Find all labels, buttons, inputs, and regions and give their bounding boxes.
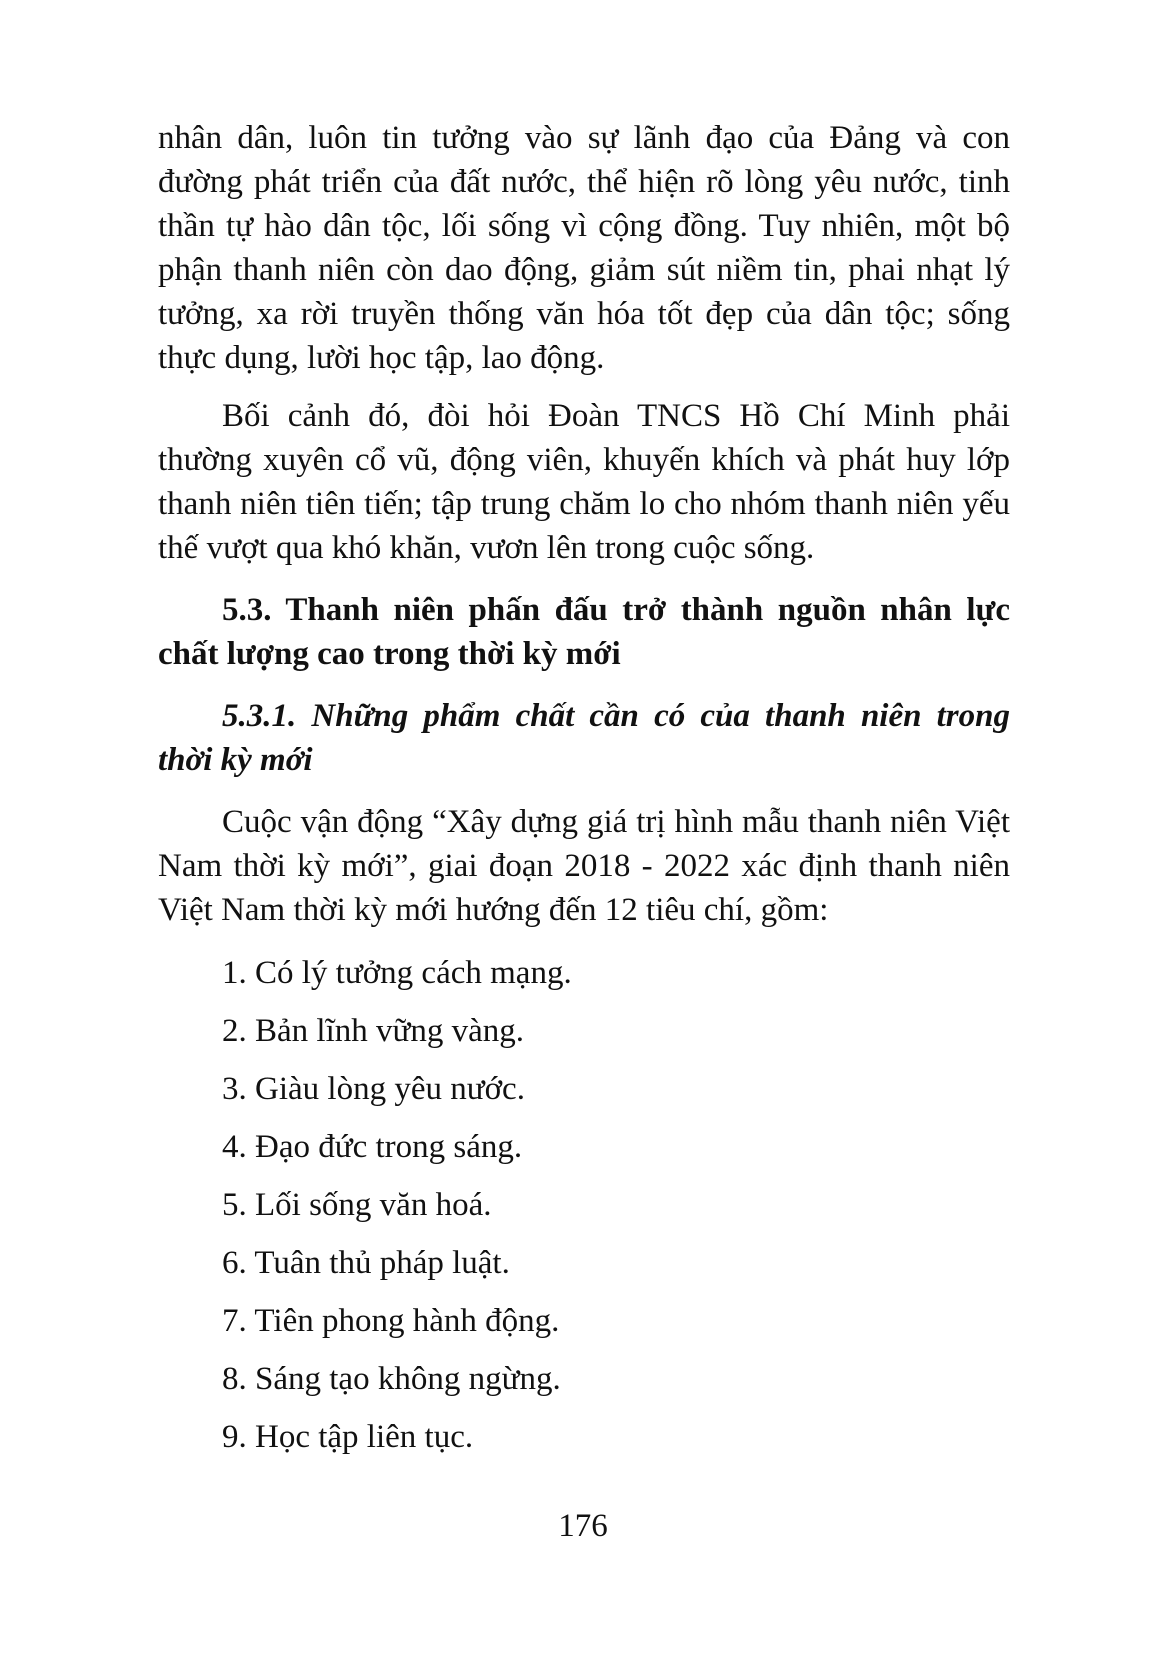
body-paragraph: nhân dân, luôn tin tưởng vào sự lãnh đạo của Đảng và con đường phát triển của đất nước, thể hiện rõ lòng yêu nước, tinh thần tự hào dân tộc, lối sống vì cộng đồng. Tuy nhiên, một bộ phận thanh niên còn dao động, giảm sút niềm tin, phai nhạt lý tưởng, xa rời truyền thống văn hóa tốt đẹp của dân tộc; sống thực dụng, lười học tập, lao động. bbox=[158, 120, 1010, 376]
list-item: 3. Giàu lòng yêu nước. bbox=[222, 1071, 525, 1107]
list-item: 4. Đạo đức trong sáng. bbox=[222, 1129, 523, 1165]
list-item: 8. Sáng tạo không ngừng. bbox=[222, 1361, 561, 1397]
list-item: 5. Lối sống văn hoá. bbox=[222, 1187, 492, 1223]
page-number: 176 bbox=[558, 1508, 608, 1544]
list-item: 7. Tiên phong hành động. bbox=[222, 1303, 560, 1339]
list-item: 1. Có lý tưởng cách mạng. bbox=[222, 955, 572, 991]
body-paragraph: Bối cảnh đó, đòi hỏi Đoàn TNCS Hồ Chí Minh phải thường xuyên cổ vũ, động viên, khuyến khích và phát huy lớp thanh niên tiên tiến; tập trung chăm lo cho nhóm thanh niên yếu thế vượt qua khó khăn, vươn lên trong cuộc sống. bbox=[158, 398, 1010, 566]
list-item: 6. Tuân thủ pháp luật. bbox=[222, 1245, 510, 1281]
subsection-heading: 5.3.1. Những phẩm chất cần có của thanh niên trong thời kỳ mới bbox=[158, 698, 1010, 778]
list-item: 2. Bản lĩnh vững vàng. bbox=[222, 1013, 525, 1049]
page-content bbox=[158, 116, 1010, 1466]
criteria-list bbox=[158, 944, 1010, 1466]
list-item: 9. Học tập liên tục. bbox=[222, 1419, 474, 1455]
section-heading: 5.3. Thanh niên phấn đấu trở thành nguồn nhân lực chất lượng cao trong thời kỳ mới bbox=[158, 592, 1010, 672]
body-paragraph: Cuộc vận động “Xây dựng giá trị hình mẫu thanh niên Việt Nam thời kỳ mới”, giai đoạn 2018 - 2022 xác định thanh niên Việt Nam thời kỳ mới hướng đến 12 tiêu chí, gồm: bbox=[158, 804, 1010, 928]
